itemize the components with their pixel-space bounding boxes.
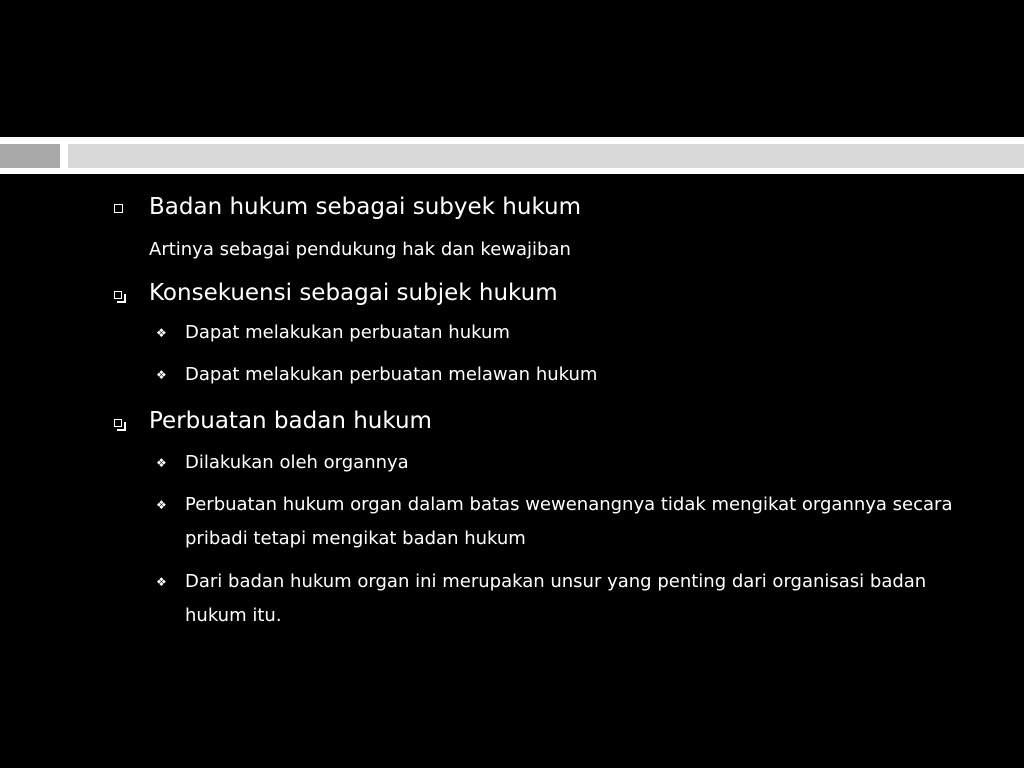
sub-text-item [108,238,988,270]
slide-content [108,192,988,633]
sub-bullet-item [108,358,988,392]
sub-bullet-text: Dapat melakukan perbuatan melawan hukum [185,364,598,385]
bullet-text: Badan hukum sebagai subyek hukum [149,194,582,220]
sub-bullet-text: Dilakukan oleh organnya [185,452,409,473]
bullet-text: Konsekuensi sebagai subjek hukum [149,280,558,306]
shadow-box-bullet-icon [114,288,128,302]
diamond-bullet-icon: ❖ [156,498,167,512]
sub-bullet-text: Dari badan hukum organ ini merupakan unsur yang penting dari organisasi badan hukum itu. [185,571,927,626]
shadow-box-bullet-icon [114,416,128,430]
sub-bullet-item [108,565,988,633]
sub-bullet-item [108,316,988,350]
diamond-bullet-icon: ❖ [156,368,167,382]
header-band-left-block [0,144,60,168]
bullet-item [108,406,988,436]
sub-bullet-text: Dapat melakukan perbuatan hukum [185,322,510,343]
diamond-bullet-icon: ❖ [156,575,167,589]
header-band-right-bar [68,144,1024,168]
sub-bullet-text: Perbuatan hukum organ dalam batas wewenangnya tidak mengikat organnya secara pribadi tetapi mengikat badan hukum [185,494,953,549]
sub-bullet-item [108,488,988,556]
bullet-item [108,192,988,222]
sub-bullet-item [108,446,988,480]
bullet-item [108,278,988,308]
bullet-text: Perbuatan badan hukum [149,408,432,434]
diamond-bullet-icon: ❖ [156,326,167,340]
diamond-bullet-icon: ❖ [156,456,167,470]
sub-text: Artinya sebagai pendukung hak dan kewajiban [149,239,571,260]
open-box-bullet-icon [114,202,128,216]
